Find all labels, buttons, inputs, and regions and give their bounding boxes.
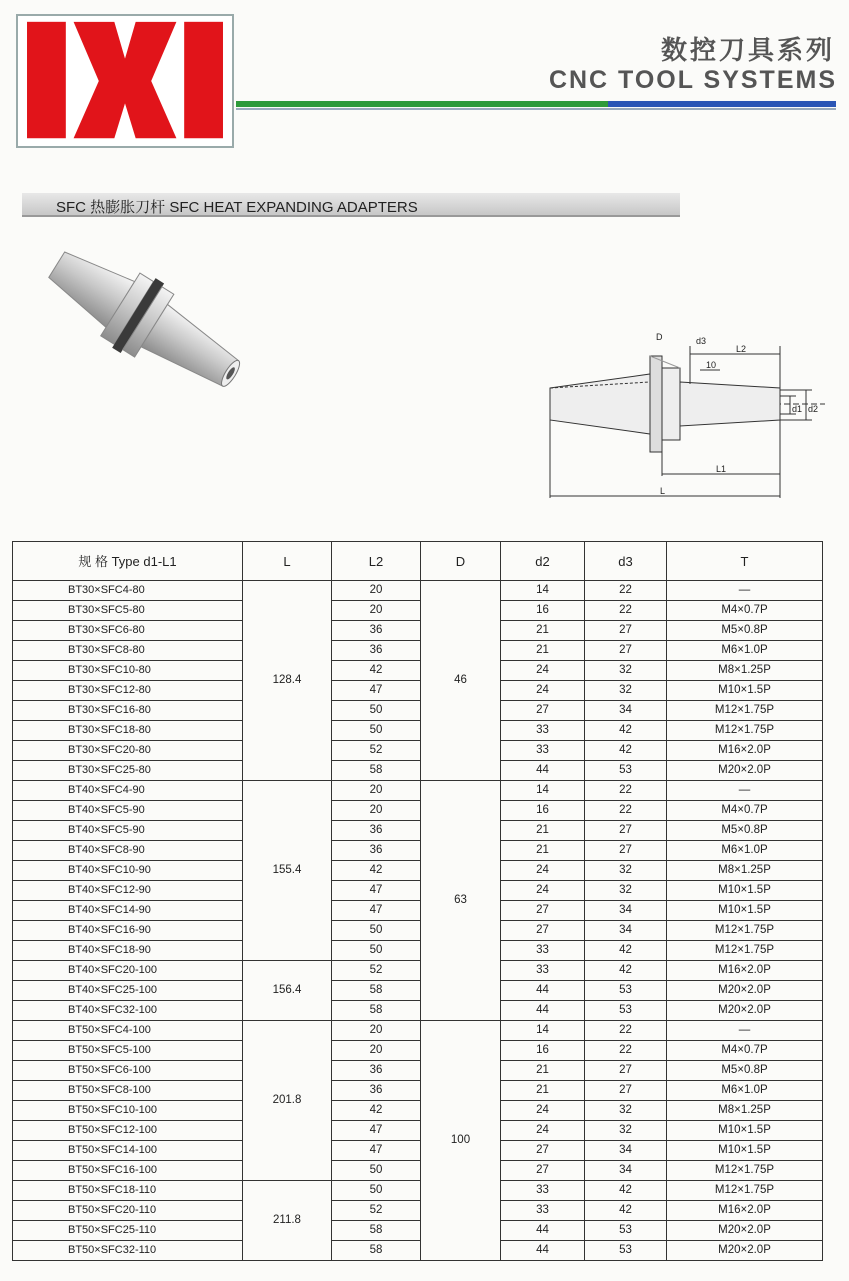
cell-d3: 53 [585, 1241, 667, 1261]
cell-d2: 33 [501, 1201, 585, 1221]
cell-type: BT50×SFC10-100 [13, 1101, 243, 1121]
cell-d3: 53 [585, 1001, 667, 1021]
cell-L2: 20 [332, 781, 421, 801]
cell-T: M12×1.75P [667, 721, 823, 741]
cell-d2: 16 [501, 1041, 585, 1061]
table-row [13, 801, 823, 821]
cell-d3: 32 [585, 861, 667, 881]
table-row [13, 581, 823, 601]
cell-d3: 34 [585, 921, 667, 941]
cell-type: BT40×SFC32-100 [13, 1001, 243, 1021]
cell-d2: 21 [501, 641, 585, 661]
cell-T: M20×2.0P [667, 1001, 823, 1021]
label-10: 10 [706, 360, 717, 370]
cell-d3: 34 [585, 1161, 667, 1181]
cell-type: BT50×SFC20-110 [13, 1201, 243, 1221]
cell-d2: 33 [501, 941, 585, 961]
cell-D: 63 [421, 781, 501, 1021]
cell-d3: 42 [585, 1201, 667, 1221]
cell-type: BT30×SFC18-80 [13, 721, 243, 741]
table-row [13, 981, 823, 1001]
product-photo [30, 238, 275, 413]
cell-type: BT40×SFC5-90 [13, 801, 243, 821]
cell-T: — [667, 781, 823, 801]
table-row [13, 661, 823, 681]
table-row [13, 841, 823, 861]
section-title-bar [22, 193, 680, 217]
cell-d3: 32 [585, 681, 667, 701]
cell-d3: 42 [585, 941, 667, 961]
cell-type: BT50×SFC16-100 [13, 1161, 243, 1181]
table-row [13, 621, 823, 641]
cell-type: BT50×SFC4-100 [13, 1021, 243, 1041]
table-row [13, 721, 823, 741]
table-row [13, 1121, 823, 1141]
cell-L: 156.4 [243, 961, 332, 1021]
spec-table-body [13, 581, 823, 1261]
cell-d3: 53 [585, 981, 667, 1001]
cell-type: BT30×SFC10-80 [13, 661, 243, 681]
cell-L2: 36 [332, 821, 421, 841]
cell-T: M20×2.0P [667, 761, 823, 781]
cell-L2: 50 [332, 701, 421, 721]
table-row [13, 1201, 823, 1221]
cell-type: BT40×SFC18-90 [13, 941, 243, 961]
cell-d2: 21 [501, 821, 585, 841]
cell-type: BT40×SFC5-90 [13, 821, 243, 841]
cell-d2: 21 [501, 1061, 585, 1081]
cell-d2: 21 [501, 841, 585, 861]
cell-d3: 22 [585, 1021, 667, 1041]
cell-type: BT30×SFC20-80 [13, 741, 243, 761]
cell-d2: 44 [501, 761, 585, 781]
cell-L: 128.4 [243, 581, 332, 781]
cell-d2: 24 [501, 1101, 585, 1121]
cell-d3: 42 [585, 741, 667, 761]
cell-d3: 32 [585, 881, 667, 901]
cell-d2: 14 [501, 581, 585, 601]
cell-d3: 27 [585, 641, 667, 661]
cell-L2: 47 [332, 1141, 421, 1161]
cell-L2: 50 [332, 721, 421, 741]
cell-T: M16×2.0P [667, 1201, 823, 1221]
cell-d2: 24 [501, 1121, 585, 1141]
table-row [13, 641, 823, 661]
cell-d2: 27 [501, 901, 585, 921]
cell-d2: 24 [501, 681, 585, 701]
cell-L2: 42 [332, 861, 421, 881]
cell-type: BT50×SFC8-100 [13, 1081, 243, 1101]
table-row [13, 781, 823, 801]
cell-d3: 34 [585, 901, 667, 921]
cell-d3: 32 [585, 1121, 667, 1141]
header-rule [236, 101, 836, 107]
table-row [13, 701, 823, 721]
cell-L2: 50 [332, 941, 421, 961]
cell-d3: 27 [585, 1081, 667, 1101]
cell-type: BT40×SFC14-90 [13, 901, 243, 921]
table-row [13, 1181, 823, 1201]
cell-type: BT40×SFC10-90 [13, 861, 243, 881]
cell-T: M12×1.75P [667, 1161, 823, 1181]
cell-type: BT40×SFC25-100 [13, 981, 243, 1001]
table-row [13, 1221, 823, 1241]
cell-d2: 27 [501, 1141, 585, 1161]
cell-L2: 50 [332, 921, 421, 941]
col-header-D: D [421, 542, 501, 581]
cell-L2: 20 [332, 1041, 421, 1061]
cell-D: 100 [421, 1021, 501, 1261]
cell-T: M16×2.0P [667, 741, 823, 761]
cell-type: BT30×SFC8-80 [13, 641, 243, 661]
cell-L2: 52 [332, 961, 421, 981]
cell-L2: 20 [332, 581, 421, 601]
cell-type: BT40×SFC16-90 [13, 921, 243, 941]
header-rule-shadow [236, 108, 836, 110]
cell-T: M12×1.75P [667, 921, 823, 941]
cell-L2: 42 [332, 1101, 421, 1121]
cell-T: M5×0.8P [667, 821, 823, 841]
cell-d2: 24 [501, 881, 585, 901]
cell-L2: 36 [332, 1081, 421, 1101]
cell-T: M20×2.0P [667, 981, 823, 1001]
cell-d2: 44 [501, 981, 585, 1001]
spec-table [12, 541, 823, 1261]
cell-type: BT30×SFC4-80 [13, 581, 243, 601]
cell-T: M10×1.5P [667, 901, 823, 921]
cell-type: BT50×SFC18-110 [13, 1181, 243, 1201]
cell-L2: 47 [332, 901, 421, 921]
cell-d3: 42 [585, 1181, 667, 1201]
table-row [13, 1101, 823, 1121]
cell-L2: 47 [332, 681, 421, 701]
cell-type: BT30×SFC12-80 [13, 681, 243, 701]
cell-d3: 32 [585, 1101, 667, 1121]
label-d2: d2 [808, 404, 819, 414]
cell-L2: 47 [332, 881, 421, 901]
cell-T: M10×1.5P [667, 1121, 823, 1141]
cell-d2: 27 [501, 701, 585, 721]
table-row [13, 1241, 823, 1261]
table-row [13, 921, 823, 941]
cell-d3: 22 [585, 781, 667, 801]
cell-T: M8×1.25P [667, 861, 823, 881]
cell-D: 46 [421, 581, 501, 781]
cell-d3: 27 [585, 821, 667, 841]
table-row [13, 1041, 823, 1061]
cell-d3: 34 [585, 1141, 667, 1161]
company-logo [16, 14, 234, 148]
cell-T: M6×1.0P [667, 1081, 823, 1101]
cell-d2: 16 [501, 601, 585, 621]
cell-d2: 44 [501, 1241, 585, 1261]
cell-T: M6×1.0P [667, 841, 823, 861]
table-row [13, 741, 823, 761]
cell-L2: 20 [332, 801, 421, 821]
cell-type: BT50×SFC6-100 [13, 1061, 243, 1081]
cell-T: M8×1.25P [667, 661, 823, 681]
table-row [13, 1061, 823, 1081]
cell-L2: 52 [332, 741, 421, 761]
cell-d3: 42 [585, 961, 667, 981]
cell-d2: 27 [501, 1161, 585, 1181]
label-L2: L2 [736, 344, 747, 354]
cell-d2: 24 [501, 661, 585, 681]
cell-type: BT50×SFC12-100 [13, 1121, 243, 1141]
cell-d3: 27 [585, 841, 667, 861]
cell-d3: 27 [585, 621, 667, 641]
cell-T: M10×1.5P [667, 1141, 823, 1161]
cell-d2: 33 [501, 741, 585, 761]
technical-drawing [540, 326, 840, 506]
cell-T: M4×0.7P [667, 601, 823, 621]
cell-d3: 34 [585, 701, 667, 721]
cell-d2: 16 [501, 801, 585, 821]
cell-d3: 22 [585, 801, 667, 821]
table-row [13, 821, 823, 841]
cell-L2: 42 [332, 661, 421, 681]
cell-d2: 14 [501, 1021, 585, 1041]
label-d1: d1 [792, 404, 803, 414]
cell-L2: 50 [332, 1181, 421, 1201]
cell-type: BT30×SFC16-80 [13, 701, 243, 721]
cell-L2: 36 [332, 641, 421, 661]
cell-T: M12×1.75P [667, 1181, 823, 1201]
cell-type: BT50×SFC25-110 [13, 1221, 243, 1241]
table-row [13, 861, 823, 881]
table-row [13, 601, 823, 621]
cell-d2: 21 [501, 1081, 585, 1101]
cell-L2: 58 [332, 981, 421, 1001]
table-row [13, 961, 823, 981]
cell-d3: 32 [585, 661, 667, 681]
cell-T: M6×1.0P [667, 641, 823, 661]
cell-L2: 50 [332, 1161, 421, 1181]
cell-T: M12×1.75P [667, 941, 823, 961]
cell-T: M5×0.8P [667, 621, 823, 641]
col-header-L2: L2 [332, 542, 421, 581]
cell-L2: 58 [332, 1221, 421, 1241]
cell-d2: 24 [501, 861, 585, 881]
cell-type: BT40×SFC12-90 [13, 881, 243, 901]
table-row [13, 1001, 823, 1021]
cell-T: M4×0.7P [667, 1041, 823, 1061]
table-row [13, 941, 823, 961]
cell-type: BT30×SFC5-80 [13, 601, 243, 621]
cell-L2: 36 [332, 1061, 421, 1081]
cell-type: BT50×SFC32-110 [13, 1241, 243, 1261]
cell-T: M10×1.5P [667, 881, 823, 901]
cell-d3: 22 [585, 581, 667, 601]
table-row [13, 1161, 823, 1181]
cell-T: M4×0.7P [667, 801, 823, 821]
cell-T: — [667, 581, 823, 601]
cell-type: BT30×SFC25-80 [13, 761, 243, 781]
cell-L: 211.8 [243, 1181, 332, 1261]
cell-L: 201.8 [243, 1021, 332, 1181]
cell-d2: 44 [501, 1221, 585, 1241]
cell-L2: 58 [332, 761, 421, 781]
cell-T: M10×1.5P [667, 681, 823, 701]
cell-type: BT50×SFC5-100 [13, 1041, 243, 1061]
table-row [13, 881, 823, 901]
cell-L2: 20 [332, 1021, 421, 1041]
table-row [13, 1081, 823, 1101]
col-header-d3: d3 [585, 542, 667, 581]
label-L1: L1 [716, 464, 727, 474]
cell-type: BT30×SFC6-80 [13, 621, 243, 641]
cell-d2: 33 [501, 961, 585, 981]
cell-T: M8×1.25P [667, 1101, 823, 1121]
cell-d3: 27 [585, 1061, 667, 1081]
table-row [13, 1141, 823, 1161]
cell-type: BT40×SFC8-90 [13, 841, 243, 861]
cell-d2: 44 [501, 1001, 585, 1021]
table-header-row [13, 542, 823, 581]
cell-type: BT50×SFC14-100 [13, 1141, 243, 1161]
cell-T: M12×1.75P [667, 701, 823, 721]
cell-T: M20×2.0P [667, 1221, 823, 1241]
cell-L2: 58 [332, 1241, 421, 1261]
col-header-L: L [243, 542, 332, 581]
cell-L2: 47 [332, 1121, 421, 1141]
col-header-T: T [667, 542, 823, 581]
cell-L2: 58 [332, 1001, 421, 1021]
cell-T: M16×2.0P [667, 961, 823, 981]
cell-d2: 21 [501, 621, 585, 641]
cell-L2: 36 [332, 841, 421, 861]
col-header-d2: d2 [501, 542, 585, 581]
cell-d2: 33 [501, 1181, 585, 1201]
cell-type: BT40×SFC20-100 [13, 961, 243, 981]
table-row [13, 761, 823, 781]
cell-L2: 36 [332, 621, 421, 641]
table-row [13, 681, 823, 701]
cell-L: 155.4 [243, 781, 332, 961]
cell-d3: 53 [585, 761, 667, 781]
table-row [13, 901, 823, 921]
cell-d3: 22 [585, 1041, 667, 1061]
label-D: D [656, 332, 663, 342]
cell-d3: 22 [585, 601, 667, 621]
table-row [13, 1021, 823, 1041]
cell-d2: 33 [501, 721, 585, 741]
cell-d3: 42 [585, 721, 667, 741]
cell-T: M5×0.8P [667, 1061, 823, 1081]
brand-title-cn: 数控刀具系列 [660, 36, 835, 66]
label-d3: d3 [696, 336, 707, 346]
cell-T: M20×2.0P [667, 1241, 823, 1261]
brand-title-en: CNC TOOL SYSTEMS [548, 66, 837, 94]
cell-d3: 53 [585, 1221, 667, 1241]
cell-L2: 52 [332, 1201, 421, 1221]
col-header-type: 规 格 Type d1-L1 [13, 542, 243, 581]
section-title: SFC 热膨胀刀杆 SFC HEAT EXPANDING ADAPTERS [56, 199, 418, 216]
cell-d2: 14 [501, 781, 585, 801]
cell-type: BT40×SFC4-90 [13, 781, 243, 801]
cell-L2: 20 [332, 601, 421, 621]
cell-T: — [667, 1021, 823, 1041]
label-L: L [660, 486, 666, 496]
cell-d2: 27 [501, 921, 585, 941]
